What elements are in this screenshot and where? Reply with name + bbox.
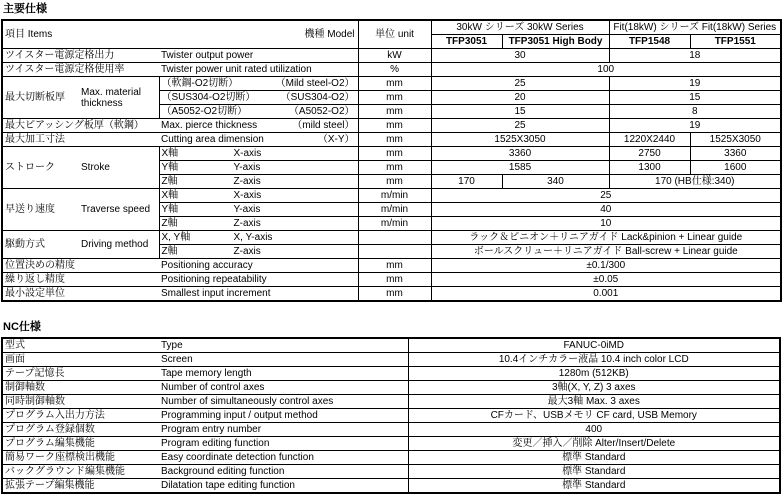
nc-value-cell: 400 (408, 423, 780, 437)
table-row (2, 49, 781, 63)
value-cell: 2750 (609, 147, 690, 161)
table-header-row (2, 20, 781, 35)
group-label-en: Max. material thickness (81, 86, 142, 109)
series-header-cell-30kw: 30kW シリーズ 30kW Series (431, 20, 609, 35)
label-jp: バックグラウンド編集機能 (5, 465, 125, 477)
value-cell: 25 (431, 189, 781, 203)
label-en2: （X-Y） (317, 133, 355, 145)
main-section-title: 主要仕様 (3, 3, 47, 15)
label-en: Twister power unit rated utilization (161, 63, 312, 75)
row-label-cell (2, 119, 358, 133)
row-label-cell (2, 49, 358, 63)
label-jp: Z軸 (161, 217, 178, 229)
nc-label-cell (2, 367, 408, 381)
nc-value-cell: 最大3軸 Max. 3 axes (408, 395, 780, 409)
label-en: Twister output power (161, 49, 254, 61)
label-en: Tape memory length (161, 367, 252, 379)
label-jp: ツイスター電源定格出力 (5, 49, 115, 61)
label-jp: X軸 (161, 147, 179, 159)
table-row (2, 63, 781, 77)
unit-cell: mm (358, 161, 431, 175)
label-en: X, Y-axis (233, 231, 273, 243)
label-jp: 最小設定単位 (5, 287, 65, 299)
label-jp: X, Y軸 (161, 231, 191, 243)
table-row (2, 338, 780, 353)
label-en: Number of simultaneously control axes (161, 395, 334, 407)
model-header-cell: TFP1551 (690, 35, 781, 49)
table-row (2, 479, 780, 494)
unit-cell: mm (358, 273, 431, 287)
section-spacer (0, 302, 780, 318)
nc-value-cell: 標準 Standard (408, 479, 780, 494)
unit-cell: mm (358, 147, 431, 161)
value-cell: 1585 (431, 161, 609, 175)
label-jp: Y軸 (161, 203, 179, 215)
table-row (2, 189, 781, 203)
unit-cell (358, 231, 431, 245)
unit-cell: mm (358, 91, 431, 105)
label-en: Smallest input increment (161, 287, 271, 299)
label-en: Easy coordinate detection function (161, 451, 314, 463)
group-label-cell (2, 77, 159, 119)
sub-label-cell (159, 91, 358, 105)
model-header-cell: TFP3051 High Body (502, 35, 609, 49)
unit-cell: m/min (358, 217, 431, 231)
group-label-jp: 最大切断板厚 (5, 91, 65, 103)
label-en: Type (161, 339, 183, 351)
label-en: Positioning accuracy (161, 259, 253, 271)
label-en: （Mild steel-O2） (275, 77, 355, 89)
nc-label-cell (2, 479, 408, 494)
value-cell: 3360 (431, 147, 609, 161)
nc-label-cell (2, 465, 408, 479)
table-row (2, 409, 780, 423)
label-jp: （SUS304-O2切断） (161, 91, 256, 103)
nc-value-cell: CFカード、USBメモリ CF card, USB Memory (408, 409, 780, 423)
sub-label-cell (159, 147, 358, 161)
value-cell: 170 (HB仕様:340) (609, 175, 781, 189)
nc-label-cell (2, 381, 408, 395)
label-en: Z-axis (233, 175, 261, 187)
group-label-cell (2, 147, 159, 189)
nc-value-cell: 10.4インチカラー液晶 10.4 inch color LCD (408, 353, 780, 367)
value-cell: 40 (431, 203, 781, 217)
label-jp: プログラム入出力方法 (5, 409, 105, 421)
nc-value-cell: 標準 Standard (408, 465, 780, 479)
label-en: Dilatation tape editing function (161, 479, 295, 491)
items-header-label: 項目 Items (5, 28, 53, 40)
value-cell: ±0.05 (431, 273, 781, 287)
nc-value-cell: 1280m (512KB) (408, 367, 780, 381)
nc-value-cell: 3軸(X, Y, Z) 3 axes (408, 381, 780, 395)
nc-label-cell (2, 451, 408, 465)
value-cell: 340 (502, 175, 609, 189)
label-jp: 最大ピアッシング板厚（軟鋼） (5, 119, 144, 131)
series-header-cell-fit: Fit(18kW) シリーズ Fit(18kW) Series (609, 20, 781, 35)
unit-cell: m/min (358, 189, 431, 203)
label-jp: テープ記憶長 (5, 367, 65, 379)
label-jp: 画面 (5, 353, 25, 365)
sub-label-cell (159, 77, 358, 91)
unit-header-cell: 単位 unit (358, 20, 431, 49)
unit-cell (358, 245, 431, 259)
table-row (2, 119, 781, 133)
label-jp: ツイスター電源定格使用率 (5, 63, 125, 75)
unit-cell: mm (358, 133, 431, 147)
label-en: Z-axis (233, 245, 261, 257)
nc-label-cell (2, 353, 408, 367)
row-label-cell (2, 259, 358, 273)
table-row (2, 231, 781, 245)
label-jp: 繰り返し精度 (5, 273, 65, 285)
table-row (2, 381, 780, 395)
value-cell: 1300 (609, 161, 690, 175)
model-header-cell: TFP1548 (609, 35, 690, 49)
table-row (2, 77, 781, 91)
table-row (2, 353, 780, 367)
table-row (2, 423, 780, 437)
label-jp: Z軸 (161, 175, 178, 187)
label-en: Program editing function (161, 437, 270, 449)
table-row (2, 147, 781, 161)
unit-cell: mm (358, 259, 431, 273)
nc-value-cell: 変更／挿入／削除 Alter/Insert/Delete (408, 437, 780, 451)
row-label-cell (2, 133, 358, 147)
group-label-jp: 駆動方式 (5, 238, 45, 250)
sub-label-cell (159, 245, 358, 259)
sub-label-cell (159, 175, 358, 189)
label-jp: プログラム編集機能 (5, 437, 95, 449)
sub-label-cell (159, 105, 358, 119)
value-cell: 1525X3050 (431, 133, 609, 147)
unit-cell: mm (358, 175, 431, 189)
value-cell: 19 (609, 119, 781, 133)
sub-label-cell (159, 203, 358, 217)
items-model-header-cell (2, 20, 358, 49)
unit-cell: m/min (358, 203, 431, 217)
label-jp: （A5052-O2切断） (161, 105, 248, 117)
model-header-cell: TFP3051 (431, 35, 502, 49)
sub-label-cell (159, 217, 358, 231)
unit-cell: mm (358, 287, 431, 302)
row-label-cell (2, 273, 358, 287)
group-label-en: Traverse speed (81, 203, 151, 215)
nc-label-cell (2, 395, 408, 409)
table-row (2, 465, 780, 479)
label-jp: プログラム登録個数 (5, 423, 95, 435)
label-jp: 制御軸数 (5, 381, 45, 393)
value-cell: 20 (431, 91, 609, 105)
label-jp: （軟鋼-O2切断） (161, 77, 239, 89)
table-row (2, 451, 780, 465)
label-jp: X軸 (161, 189, 179, 201)
group-label-cell (2, 189, 159, 231)
label-jp: 同時制御軸数 (5, 395, 65, 407)
value-cell: ボールスクリュー＋リニアガイド Ball-screw + Linear guide (431, 245, 781, 259)
label-en: Screen (161, 353, 193, 365)
value-cell: 15 (609, 91, 781, 105)
label-en: Y-axis (233, 203, 261, 215)
label-en: Max. pierce thickness (161, 119, 258, 131)
sub-label-cell (159, 231, 358, 245)
value-cell: 25 (431, 119, 609, 133)
group-label-en: Stroke (81, 161, 110, 173)
nc-section-title: NC仕様 (3, 321, 41, 333)
label-jp: Z軸 (161, 245, 178, 257)
group-label-jp: 早送り速度 (5, 203, 55, 215)
group-label-cell (2, 231, 159, 259)
value-cell: 19 (609, 77, 781, 91)
label-en: Programming input / output method (161, 409, 318, 421)
value-cell: 8 (609, 105, 781, 119)
value-cell: 18 (609, 49, 781, 63)
value-cell: 1525X3050 (690, 133, 781, 147)
value-cell: 15 (431, 105, 609, 119)
nc-label-cell (2, 409, 408, 423)
value-cell: 1600 (690, 161, 781, 175)
value-cell: ±0.1/300 (431, 259, 781, 273)
row-label-cell (2, 63, 358, 77)
unit-cell: mm (358, 119, 431, 133)
label-jp: 位置決めの精度 (5, 259, 75, 271)
value-cell: ラック＆ピニオン＋リニアガイド Lack&pinion + Linear guide (431, 231, 781, 245)
group-label-jp: ストローク (5, 161, 55, 173)
value-cell: 30 (431, 49, 609, 63)
value-cell: 3360 (690, 147, 781, 161)
label-jp: 簡易ワーク座標検出機能 (5, 451, 115, 463)
table-row (2, 287, 781, 302)
label-jp: 型式 (5, 339, 25, 351)
label-en2: （mild steel） (292, 119, 355, 131)
main-spec-table (1, 19, 782, 302)
nc-label-cell (2, 338, 408, 353)
sub-label-cell (159, 161, 358, 175)
unit-cell: mm (358, 105, 431, 119)
label-en: （SUS304-O2） (280, 91, 355, 103)
table-row (2, 437, 780, 451)
table-row (2, 273, 781, 287)
label-jp: 拡張テープ編集機能 (5, 479, 95, 491)
label-en: Z-axis (233, 217, 261, 229)
label-en: Y-axis (233, 161, 261, 173)
label-jp: Y軸 (161, 161, 179, 173)
table-row (2, 133, 781, 147)
label-en: X-axis (233, 147, 262, 159)
nc-value-cell: 標準 Standard (408, 451, 780, 465)
nc-spec-table (1, 337, 781, 494)
label-en: Program entry number (161, 423, 262, 435)
table-row (2, 259, 781, 273)
unit-cell: kW (358, 49, 431, 63)
table-row (2, 395, 780, 409)
table-row (2, 367, 780, 381)
value-cell: 25 (431, 77, 609, 91)
label-en: Positioning repeatability (161, 273, 267, 285)
value-cell: 170 (431, 175, 502, 189)
unit-cell: mm (358, 77, 431, 91)
nc-value-cell: FANUC-0iMD (408, 338, 780, 353)
label-en: （A5052-O2） (288, 105, 355, 117)
label-en: Number of control axes (161, 381, 265, 393)
label-en: Background editing function (161, 465, 285, 477)
nc-label-cell (2, 423, 408, 437)
row-label-cell (2, 287, 358, 302)
value-cell: 100 (431, 63, 781, 77)
sub-label-cell (159, 189, 358, 203)
group-label-en: Driving method (81, 238, 149, 250)
value-cell: 1220X2440 (609, 133, 690, 147)
label-jp: 最大加工寸法 (5, 133, 65, 145)
label-en: X-axis (233, 189, 262, 201)
value-cell: 10 (431, 217, 781, 231)
model-header-label: 機種 Model (304, 28, 355, 40)
unit-cell: % (358, 63, 431, 77)
nc-label-cell (2, 437, 408, 451)
value-cell: 0.001 (431, 287, 781, 302)
label-en: Cutting area dimension (161, 133, 264, 145)
